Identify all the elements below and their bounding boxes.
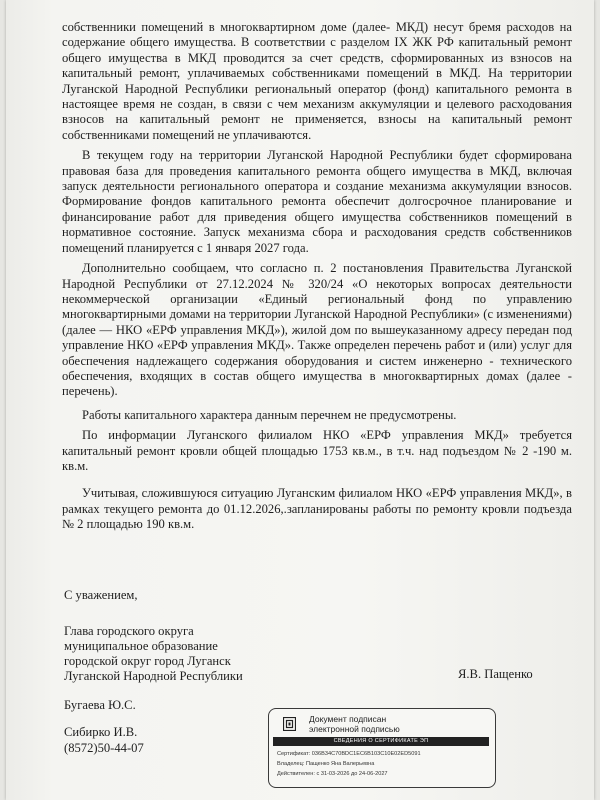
executor-2-phone: (8572)50-44-07: [64, 741, 144, 755]
stamp-owner: Владелец: Пащенко Яна Валерьевна: [277, 761, 375, 767]
paragraph-3: Дополнительно сообщаем, что согласно п. 2 постановления Правительства Луганской Народной Республики от 27.12.2024 № 320/24 «О некоторых вопросах деятельности некоммерческой организации «Единый региональный фонд по управлению многоквартирными домами на территории Луганской Народной Республики» (с изменениями) (далее — НКО «ЕРФ управления МКД»), жилой дом по вышеуказанному адресу передан под управление НКО «ЕРФ управления МКД». Также определен перечень работ и (или) услуг для обеспечения надлежащего содержания оборудования и систем инженерно - технического обеспечения, входящих в состав общего имущества в многоквартирных домах (далее - перечень).: [62, 261, 572, 399]
paragraph-1: собственники помещений в многоквартирном доме (далее- МКД) несут бремя расходов на содержание общего имущества. В соответствии с разделом IX ЖК РФ капитальный ремонт общего имущества в МКД проводится за счет средств, сформированных из взносов на капитальный ремонт, уплачиваемых собственниками помещений в МКД. На территории Луганской Народной Республики региональный оператор (фонд) капитального ремонта в настоящее время не создан, в связи с чем механизм аккумуляции и целевого расходования взносов на капитальный ремонт не применяется, взносы на капитальный ремонт собственниками помещений не уплачиваются.: [62, 20, 572, 142]
stamp-title-line-2: электронной подписью: [309, 724, 400, 734]
stamp-certificate: Сертификат: 036B34C70BDC1EC6B103C10E02ED5091: [277, 751, 421, 757]
paragraph-5: По информации Луганского филиалом НКО «ЕРФ управления МКД» требуется капитальный ремонт кровли общей площадью 1753 кв.м., в т.ч. над подъездом № 2 -190 м. кв.м.: [62, 428, 572, 473]
stamp-title-line-1: Документ подписан: [309, 714, 387, 724]
signature-line-1: Глава городского округа: [64, 624, 194, 638]
signature-block: [64, 624, 243, 684]
electronic-signature-stamp: [268, 708, 496, 788]
executor-2: [64, 724, 144, 756]
signature-line-4: Луганской Народной Республики: [64, 669, 243, 683]
paragraph-2: В текущем году на территории Луганской Народной Республики будет сформирована правовая база для проведения капитального ремонта общего имущества в МКД, включая запуск деятельности регионального оператора и создание механизма аккумуляции взносов. Формирование фондов капитального ремонта обеспечит долгосрочное планирование и финансирование работ для приведения общего имущества собственников помещений в нормативное состояние. Запуск механизма сбора и расходования средств собственников помещений планируется с 1 января 2027 года.: [62, 148, 572, 255]
letter-body: [62, 20, 572, 533]
paragraph-6: Учитывая, сложившуюся ситуацию Луганским филиалом НКО «ЕРФ управления МКД», в рамках текущего ремонта до 01.12.2026,.запланированы работы по ремонту кровли подъезда № 2 площадью 190 кв.м.: [62, 486, 572, 532]
closing-phrase: С уважением,: [64, 588, 138, 602]
signer-name: Я.В. Пащенко: [458, 667, 533, 681]
executor-1: Бугаева Ю.С.: [64, 698, 136, 712]
executor-2-name: Сибирко И.В.: [64, 725, 138, 739]
document-page: [6, 0, 594, 800]
stamp-title: [309, 714, 400, 734]
signature-emblem-icon: [283, 717, 296, 731]
paragraph-4: Работы капитального характера данным перечнем не предусмотрены.: [82, 407, 457, 422]
signature-line-3: городской округ город Луганск: [64, 654, 231, 668]
stamp-validity: Действителен: с 31-03-2026 до 24-06-2027: [277, 771, 388, 777]
stamp-certificate-header: СВЕДЕНИЯ О СЕРТИФИКАТЕ ЭП: [273, 737, 489, 746]
signature-line-2: муниципальное образование: [64, 639, 218, 653]
